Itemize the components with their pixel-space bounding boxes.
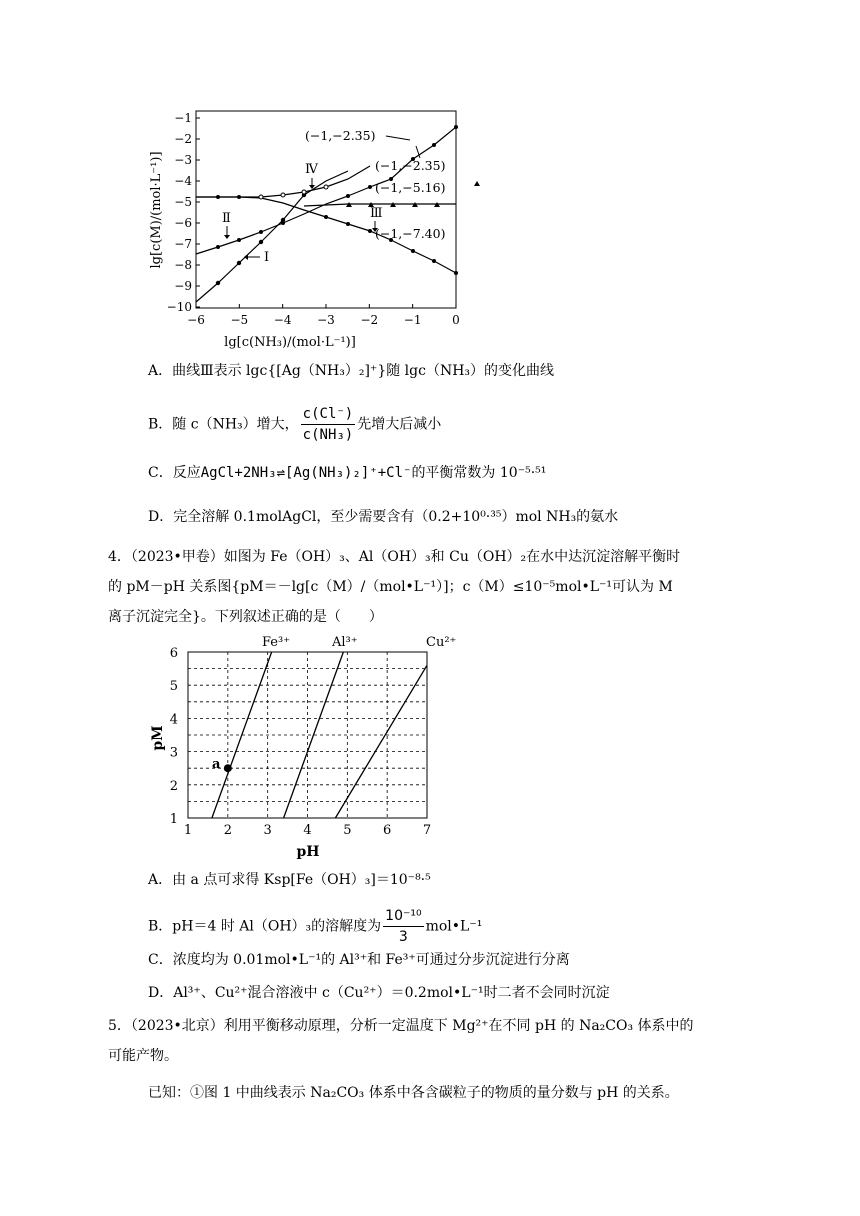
series-label-fe: Fe³⁺	[262, 635, 291, 650]
q4-option-a: A．由 a 点可求得 Ksp[Fe（OH）₃]＝10⁻⁸·⁵	[148, 872, 431, 888]
chart1-xtick: −6	[187, 313, 205, 327]
chart1-ytick: −6	[174, 216, 192, 230]
q4-b-fraction	[383, 906, 423, 947]
q5-stem-3: 已知：①图 1 中曲线表示 Na₂CO₃ 体系中各含碳粒子的物质的量分数与 pH 的关系。	[148, 1085, 679, 1101]
q4-b-pre: B．pH＝4 时 Al（OH）₃的溶解度为	[148, 918, 382, 935]
chart2-xtick: 2	[223, 823, 232, 838]
chart1-xlabel: lg[c(NH₃)/(mol·L⁻¹)]	[224, 335, 356, 350]
q3-b-post: 先增大后减小	[357, 416, 442, 433]
series-label-al: Al³⁺	[332, 635, 358, 650]
chart2-xtick: 1	[183, 823, 193, 838]
q5-stem-1: 5．（2023•北京）利用平衡移动原理，分析一定温度下 Mg²⁺在不同 pH 的 Na₂CO₃ 体系中的	[108, 1018, 694, 1034]
q3-option-c	[148, 463, 546, 483]
curve-IV	[196, 166, 370, 197]
chart2-xtick: 6	[383, 823, 392, 838]
label-IV: Ⅳ	[305, 162, 318, 177]
chart1-xtick: −5	[230, 313, 249, 327]
chart2-xtick: 4	[303, 823, 312, 838]
chart2-ylabel: pM	[150, 725, 166, 751]
q3-b-fraction	[301, 404, 356, 445]
chart1-ytick: −5	[174, 195, 192, 209]
ag-nh3-chart	[140, 100, 500, 360]
chart1-ytick: −7	[174, 237, 192, 251]
chart2-ytick: 6	[169, 646, 178, 661]
chart2-xtick: 3	[263, 823, 272, 838]
q4-stem-2: 的 pM－pH 关系图{pM＝－lg[c（M）/（mol•L⁻¹）]；c（M）≤10⁻⁵mol•L⁻¹可认为 M	[108, 579, 673, 595]
chart1-ytick: −8	[174, 258, 192, 272]
chart1-xtick: −2	[360, 313, 379, 327]
q4-b-post: mol•L⁻¹	[425, 918, 483, 935]
pm-ph-chart	[150, 628, 470, 864]
chart2-ytick: 3	[169, 745, 178, 761]
chart1-ytick: −10	[166, 300, 192, 314]
chart1-ylabel: lg[c(M)/(mol·L⁻¹)]	[149, 151, 164, 269]
chart1-x-ticks	[187, 304, 460, 327]
series-line-2	[335, 665, 427, 818]
q4-stem-1: 4．（2023•甲卷）如图为 Fe（OH）₃、Al（OH）₃和 Cu（OH）₂在水中达沉淀溶解平衡时	[108, 549, 681, 565]
chart1-ytick: −3	[174, 153, 192, 167]
q4-stem-3: 离子沉淀完全}。下列叙述正确的是（ ）	[108, 609, 383, 625]
chart1-ytick: −1	[174, 111, 192, 125]
q4-option-c: C．浓度均为 0.01mol•L⁻¹的 Al³⁺和 Fe³⁺可通过分步沉淀进行分离	[148, 952, 570, 968]
q3-option-b	[148, 404, 441, 445]
point-a-label: a	[212, 757, 221, 772]
q4-option-b	[148, 906, 482, 947]
chart2-ytick: 2	[169, 778, 178, 794]
chart2-ticks	[170, 646, 431, 838]
chart1-ytick: −2	[174, 132, 192, 146]
chart2-xtick: 7	[422, 823, 432, 838]
q3-b-pre: B．随 c（NH₃）增大，	[148, 416, 299, 433]
point-a	[224, 764, 232, 772]
label-I: Ⅰ	[264, 250, 270, 265]
chart2-ytick: 4	[169, 712, 178, 728]
chart2-grid	[188, 652, 427, 818]
label-II: Ⅱ	[222, 211, 231, 226]
chart1-xtick: −1	[403, 313, 422, 327]
chart1-ytick: −9	[174, 279, 192, 293]
q3-option-d: D．完全溶解 0.1molAgCl，至少需要含有（0.2+10⁰·³⁵）mol NH₃的氨水	[148, 509, 619, 525]
label-III: Ⅲ	[370, 206, 383, 221]
q3-b-num: c(Cl⁻)	[301, 404, 356, 425]
chart2-xtick: 5	[343, 823, 352, 838]
q4-b-den: 3	[398, 929, 408, 945]
q3-c-equation: AgCl+2NH₃⇌[Ag(NH₃)₂]⁺+Cl⁻	[200, 465, 412, 481]
q5-stem-2: 可能产物。	[108, 1048, 178, 1064]
annot-2: (−1,−2.35)	[375, 158, 446, 173]
chart1-xtick: −4	[273, 313, 292, 327]
curve-markers	[216, 125, 480, 285]
annot-3: (−1,−5.16)	[375, 180, 446, 195]
chart1-xtick: −3	[317, 313, 335, 327]
series-label-cu: Cu²⁺	[426, 635, 457, 650]
annot-1: (−1,−2.35)	[305, 128, 376, 143]
annot-4: (−1,−7.40)	[375, 226, 446, 241]
q3-c-post: 的平衡常数为 10⁻⁵·⁵¹	[411, 465, 547, 481]
chart1-ytick: −4	[174, 174, 192, 188]
chart2-ytick: 5	[169, 679, 178, 695]
chart1-y-ticks	[167, 111, 200, 314]
q3-b-den: c(NH₃)	[302, 427, 354, 443]
q3-option-a: A．曲线Ⅲ表示 lgc{[Ag（NH₃）₂]⁺}随 lgc（NH₃）的变化曲线	[148, 363, 555, 379]
q4-b-num: 10⁻¹⁰	[383, 906, 423, 927]
q4-option-d: D．Al³⁺、Cu²⁺混合溶液中 c（Cu²⁺）＝0.2mol•L⁻¹时二者不会同时沉淀	[148, 985, 610, 1001]
chart2-ytick: 1	[169, 812, 178, 827]
chart2-xlabel: pH	[296, 844, 320, 860]
chart1-xtick: 0	[452, 313, 460, 327]
q3-c-pre: C．反应	[148, 465, 201, 481]
